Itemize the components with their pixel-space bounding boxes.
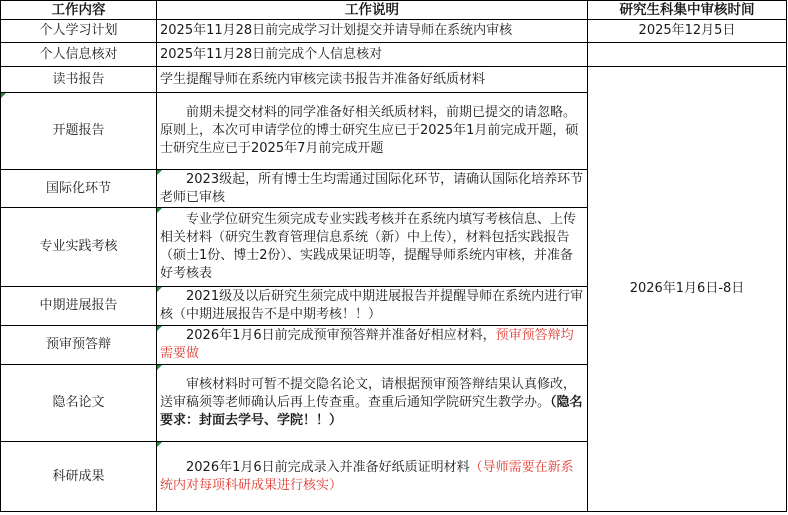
table-row	[1, 67, 787, 93]
table-row	[1, 43, 787, 67]
description-cell[interactable]	[157, 365, 588, 442]
description-warning: 预审预答辩均需要做	[160, 328, 574, 361]
description-cell[interactable]: 2025年11月28日前完成学习计划提交并请导师在系统内审核	[157, 20, 588, 43]
item-cell[interactable]	[1, 93, 157, 170]
item-label: 开题报告	[52, 123, 105, 138]
description-text: 2023级起，所有博士生均需通过国际化环节，请确认国际化培养环节老师已审核	[160, 171, 584, 205]
item-cell[interactable]: 个人学习计划	[1, 20, 157, 43]
review-time-empty-cell[interactable]	[588, 43, 787, 67]
item-cell[interactable]: 科研成果	[1, 442, 157, 512]
description-emphasis: （隐名要求：封面去学号、学院！！）	[160, 395, 583, 428]
item-cell[interactable]: 读书报告	[1, 67, 157, 93]
cell-comment-marker	[157, 208, 162, 213]
item-cell[interactable]: 隐名论文	[1, 365, 157, 442]
cell-comment-marker	[157, 365, 162, 370]
table-row	[1, 20, 787, 43]
header-work-description: 工作说明	[157, 1, 588, 20]
description-text: 审核材料时可暂不提交隐名论文，请根据预审预答辩结果认真修改，送审稿须等老师确认后再上传查重。查重后通知学院研究生教学办。	[160, 377, 577, 410]
cell-comment-marker	[157, 326, 162, 331]
item-cell[interactable]: 国际化环节	[1, 170, 157, 208]
cell-comment-marker	[157, 287, 162, 292]
description-cell[interactable]	[157, 170, 588, 208]
review-time-merged-cell[interactable]: 2026年1月6日-8日	[588, 67, 787, 512]
item-cell[interactable]: 个人信息核对	[1, 43, 157, 67]
description-cell[interactable]	[157, 287, 588, 326]
item-cell[interactable]: 中期进展报告	[1, 287, 157, 326]
description-warning: （导师需要在新系统内对每项科研成果进行核实）	[160, 459, 574, 493]
header-work-content: 工作内容	[1, 1, 157, 20]
cell-comment-marker	[157, 442, 162, 447]
description-text: 2026年1月6日前完成录入并准备好纸质证明材料	[186, 459, 470, 475]
description-text: 专业学位研究生须完成专业实践考核并在系统内填写考核信息、上传相关材料（研究生教育管理信息系统（新）中上传），材料包括实践报告（硕士1份、博士2份）、实践成果证明等，提醒导师系统内审核，并准备好考核表	[160, 212, 577, 281]
description-cell[interactable]	[157, 208, 588, 287]
cell-comment-marker	[1, 93, 6, 98]
item-cell[interactable]: 专业实践考核	[1, 208, 157, 287]
header-row	[1, 1, 787, 20]
description-text: 2026年1月6日前完成预审预答辩并准备好相应材料，	[186, 328, 496, 343]
review-time-cell[interactable]: 2025年12月5日	[588, 20, 787, 43]
cell-comment-marker	[157, 170, 162, 175]
header-review-time: 研究生科集中审核时间	[588, 1, 787, 20]
description-text: 2021级及以后研究生须完成中期进展报告并提醒导师在系统内进行审核（中期进展报告不是中期考核！！）	[160, 289, 584, 322]
description-cell[interactable]: 前期未提交材料的同学准备好相关纸质材料，前期已提交的请忽略。原则上，本次可申请学位的博士研究生应已于2025年1月前完成开题，硕士研究生应已于2025年7月前完成开题	[157, 93, 588, 170]
description-cell[interactable]	[157, 442, 588, 512]
description-cell[interactable]	[157, 326, 588, 365]
item-cell[interactable]: 预审预答辩	[1, 326, 157, 365]
description-cell[interactable]: 学生提醒导师在系统内审核完读书报告并准备好纸质材料	[157, 67, 588, 93]
description-cell[interactable]: 2025年11月28日前完成个人信息核对	[157, 43, 588, 67]
